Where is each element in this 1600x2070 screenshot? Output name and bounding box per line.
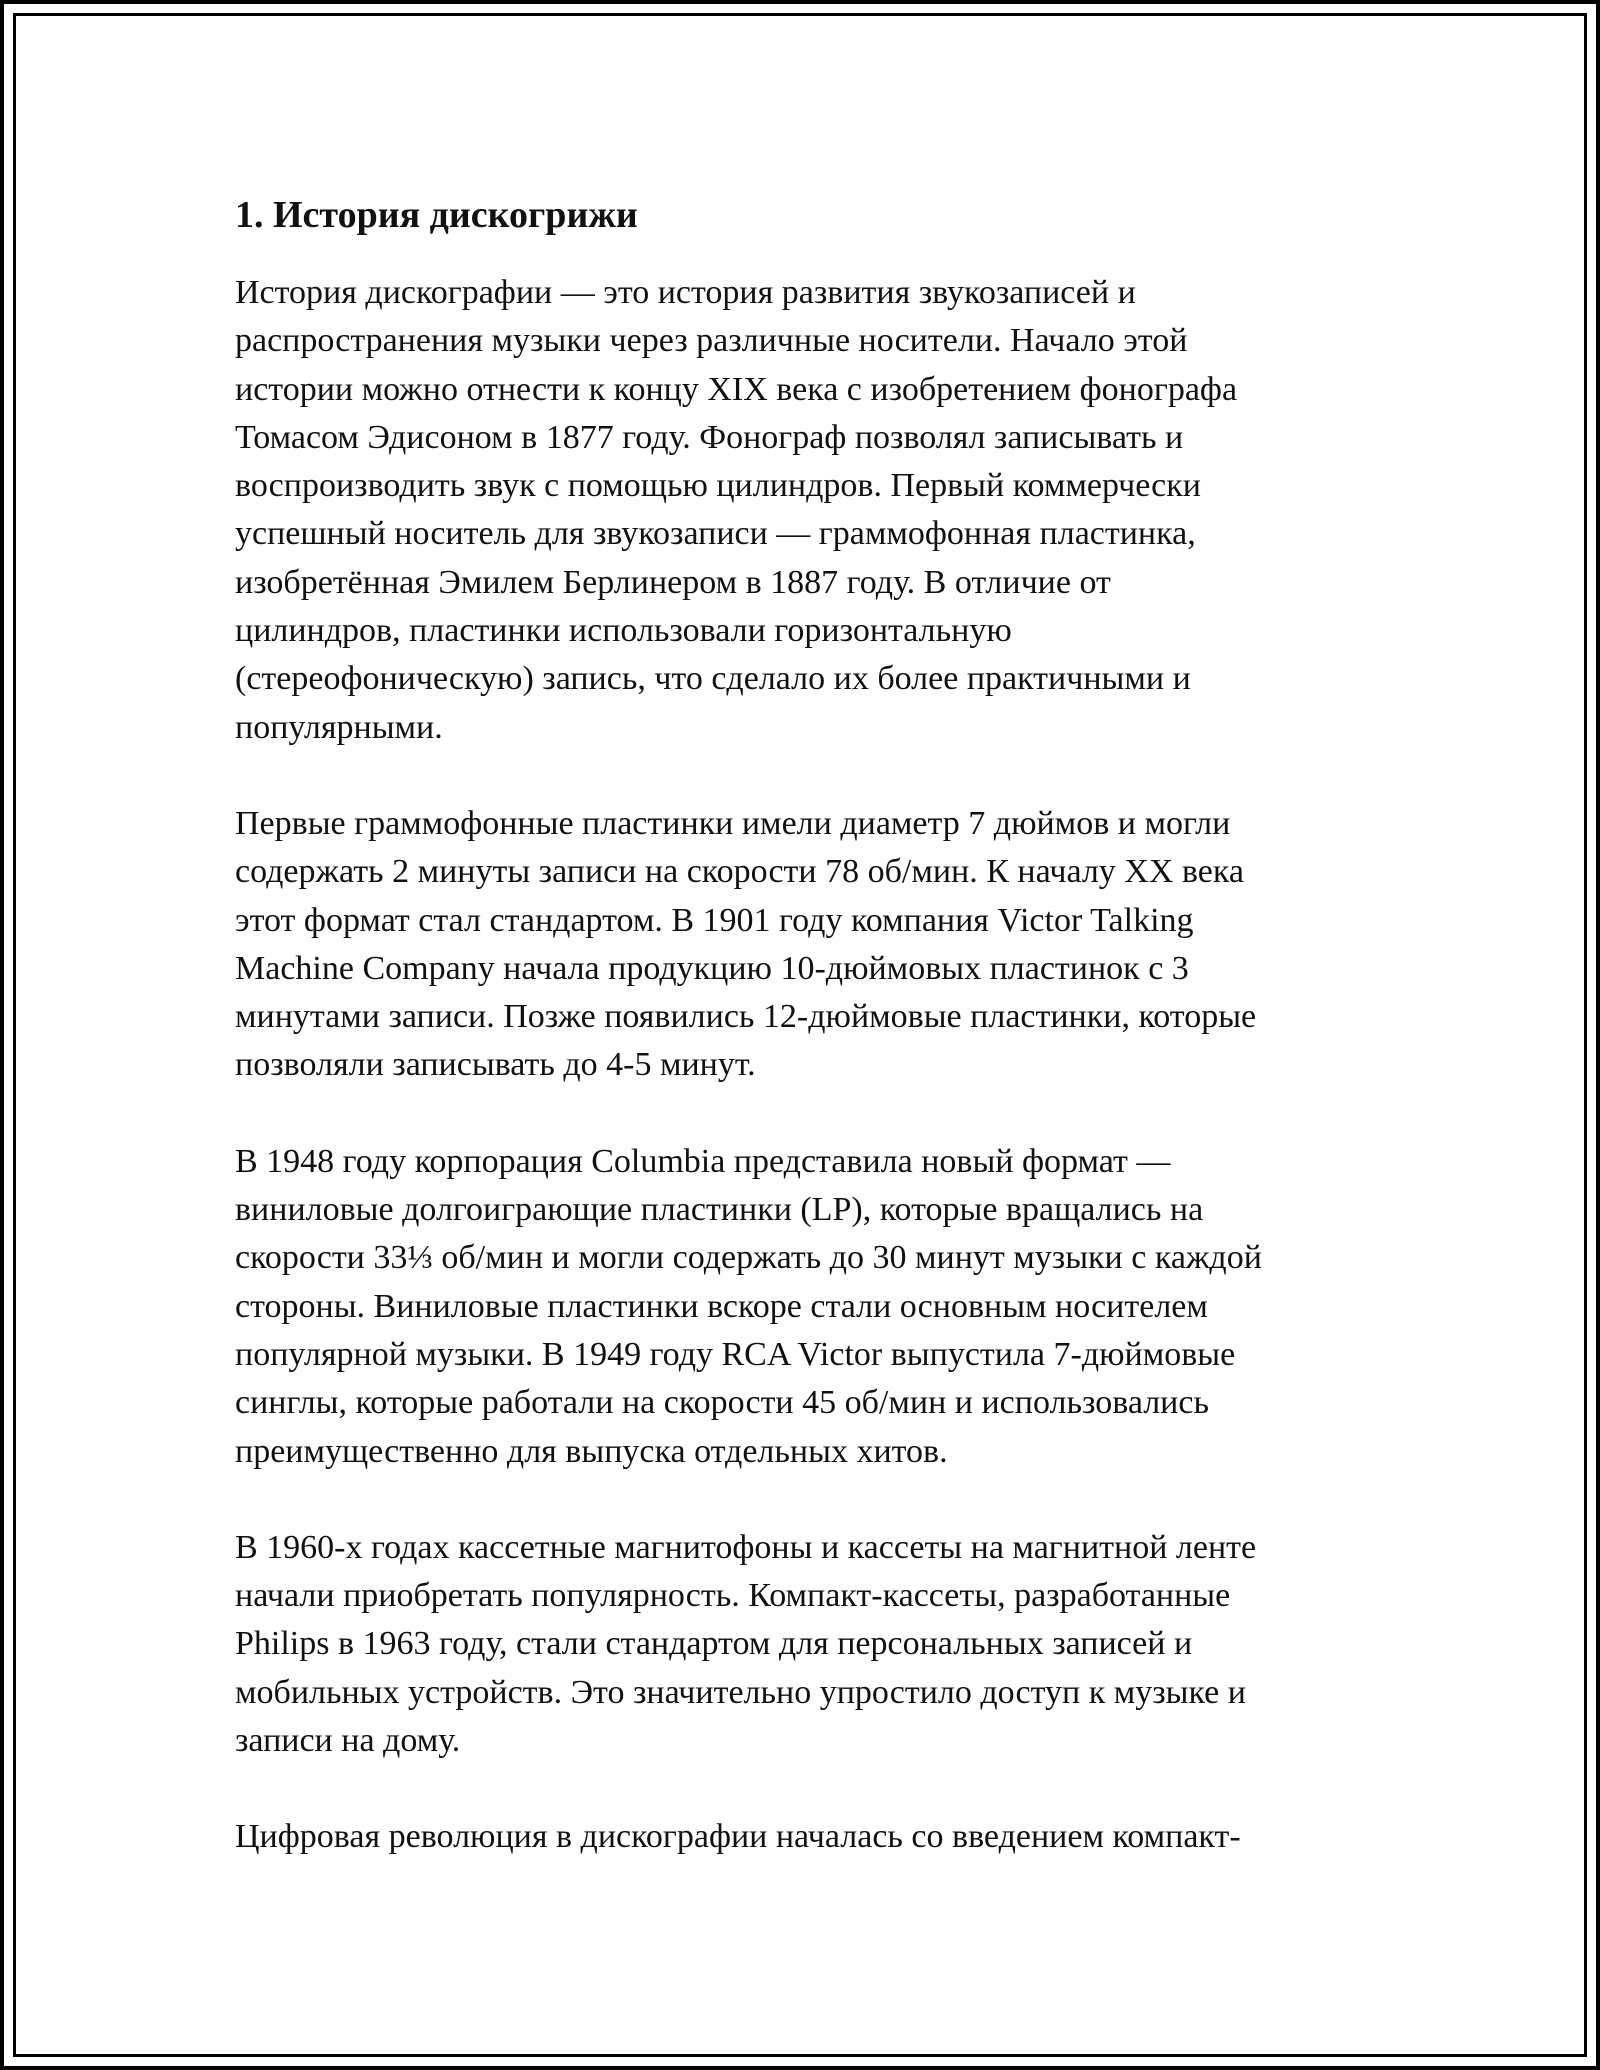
- paragraph-line: распространения музыки через различные носители. Начало этой: [235, 322, 1188, 360]
- paragraph-3: [235, 1138, 1365, 1476]
- paragraph-line: начали приобретать популярность. Компакт-кассеты, разработанные: [235, 1577, 1231, 1615]
- paragraph-line: популярной музыки. В 1949 году RCA Victor выпустила 7-дюймовые: [235, 1335, 1236, 1373]
- paragraph-1: [235, 269, 1365, 752]
- paragraph-line: виниловые долгоиграющие пластинки (LP), которые вращались на: [235, 1191, 1204, 1229]
- paragraph-line: преимущественно для выпуска отдельных хитов.: [235, 1432, 948, 1470]
- paragraph-line: стороны. Виниловые пластинки вскоре стали основным носителем: [235, 1287, 1208, 1325]
- section-heading: 1. История дискогрижи: [235, 194, 638, 236]
- paragraph-line: В 1960-х годах кассетные магнитофоны и кассеты на магнитной ленте: [235, 1528, 1257, 1566]
- paragraph-line: Цифровая революция в дискографии началась со введением компакт-: [235, 1818, 1241, 1856]
- paragraph-line: этот формат стал стандартом. В 1901 году компания Victor Talking: [235, 901, 1194, 939]
- paragraph-line: Томасом Эдисоном в 1877 году. Фонограф позволял записывать и: [235, 418, 1184, 456]
- paragraph-5: [235, 1813, 1365, 1861]
- paragraph-2: [235, 800, 1365, 1090]
- paragraph-line: воспроизводить звук с помощью цилиндров. Первый коммерчески: [235, 467, 1201, 505]
- paragraph-line: Machine Company начала продукцию 10-дюймовых пластинок с 3: [235, 949, 1189, 987]
- paragraph-line: записи на дому.: [235, 1722, 461, 1760]
- paragraph-line: популярными.: [235, 708, 443, 746]
- paragraph-line: содержать 2 минуты записи на скорости 78 об/мин. К началу XX века: [235, 853, 1244, 891]
- paragraph-4: [235, 1524, 1365, 1765]
- paragraph-line: успешный носитель для звукозаписи — граммофонная пластинка,: [235, 515, 1196, 553]
- paragraph-line: синглы, которые работали на скорости 45 об/мин и использовались: [235, 1384, 1209, 1422]
- paragraph-line: скорости 33⅓ об/мин и могли содержать до 30 минут музыки с каждой: [235, 1239, 1262, 1277]
- document-body: [235, 183, 1365, 1910]
- paragraph-line: Philips в 1963 году, стали стандартом для персональных записей и: [235, 1625, 1193, 1663]
- paragraph-line: минутами записи. Позже появились 12-дюймовые пластинки, которые: [235, 998, 1257, 1036]
- paragraph-line: изобретённая Эмилем Берлинером в 1887 году. В отличие от: [235, 563, 1111, 601]
- paragraph-line: позволяли записывать до 4-5 минут.: [235, 1046, 756, 1084]
- paragraph-line: Первые граммофонные пластинки имели диаметр 7 дюймов и могли: [235, 804, 1231, 842]
- paragraph-line: цилиндров, пластинки использовали горизонтальную: [235, 612, 1012, 650]
- paragraph-line: мобильных устройств. Это значительно упростило доступ к музыке и: [235, 1673, 1246, 1711]
- paragraph-line: История дискографии — это история развития звукозаписей и: [235, 274, 1136, 311]
- paragraph-line: (стереофоническую) запись, что сделало их более практичными и: [235, 660, 1191, 698]
- paragraph-line: истории можно отнести к концу XIX века с изобретением фонографа: [235, 370, 1238, 408]
- paragraph-line: В 1948 году корпорация Columbia представила новый формат —: [235, 1142, 1171, 1180]
